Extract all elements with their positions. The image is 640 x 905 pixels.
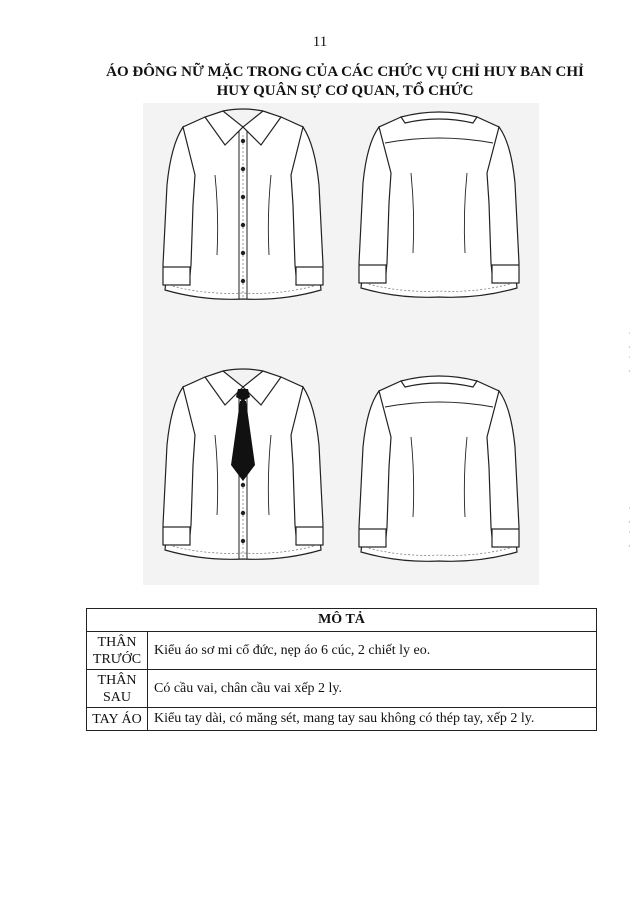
shirt-front-top — [163, 109, 323, 299]
row-value: Kiểu áo sơ mi cổ đức, nẹp áo 6 cúc, 2 chiết ly eo. — [148, 632, 597, 670]
title-line-1: ÁO ĐÔNG NỮ MẶC TRONG CỦA CÁC CHỨC VỤ CHỈ HUY BAN CHỈ — [106, 64, 584, 80]
table-header: MÔ TẢ — [87, 609, 597, 632]
row-label-line: THÂN — [97, 672, 137, 688]
shirt-illustration — [143, 103, 539, 585]
margin-mark: ˙ · ˙ · — [628, 331, 631, 376]
page-title — [95, 63, 595, 101]
shirt-drawings — [143, 103, 539, 585]
table-row — [87, 670, 597, 708]
table-row — [87, 708, 597, 731]
row-value: Có cầu vai, chân cầu vai xếp 2 ly. — [148, 670, 597, 708]
row-label — [87, 670, 148, 708]
row-label — [87, 632, 148, 670]
title-line-2: HUY QUÂN SỰ CƠ QUAN, TỔ CHỨC — [216, 83, 474, 99]
row-label-line: TRƯỚC — [92, 651, 142, 667]
page-number: 11 — [312, 34, 328, 50]
table-row — [87, 632, 597, 670]
table-header-row — [87, 609, 597, 632]
shirt-front-tie — [163, 369, 323, 559]
row-label: TAY ÁO — [87, 708, 148, 731]
description-table — [86, 608, 597, 731]
row-label-line: THÂN — [97, 634, 137, 650]
row-label-line: SAU — [102, 689, 131, 705]
shirt-back-bottom — [359, 376, 519, 561]
row-value: Kiểu tay dài, có măng sét, mang tay sau không có thép tay, xếp 2 ly. — [148, 708, 597, 731]
margin-mark: ˙ · ˙ · — [628, 506, 631, 551]
shirt-back-top — [359, 112, 519, 297]
